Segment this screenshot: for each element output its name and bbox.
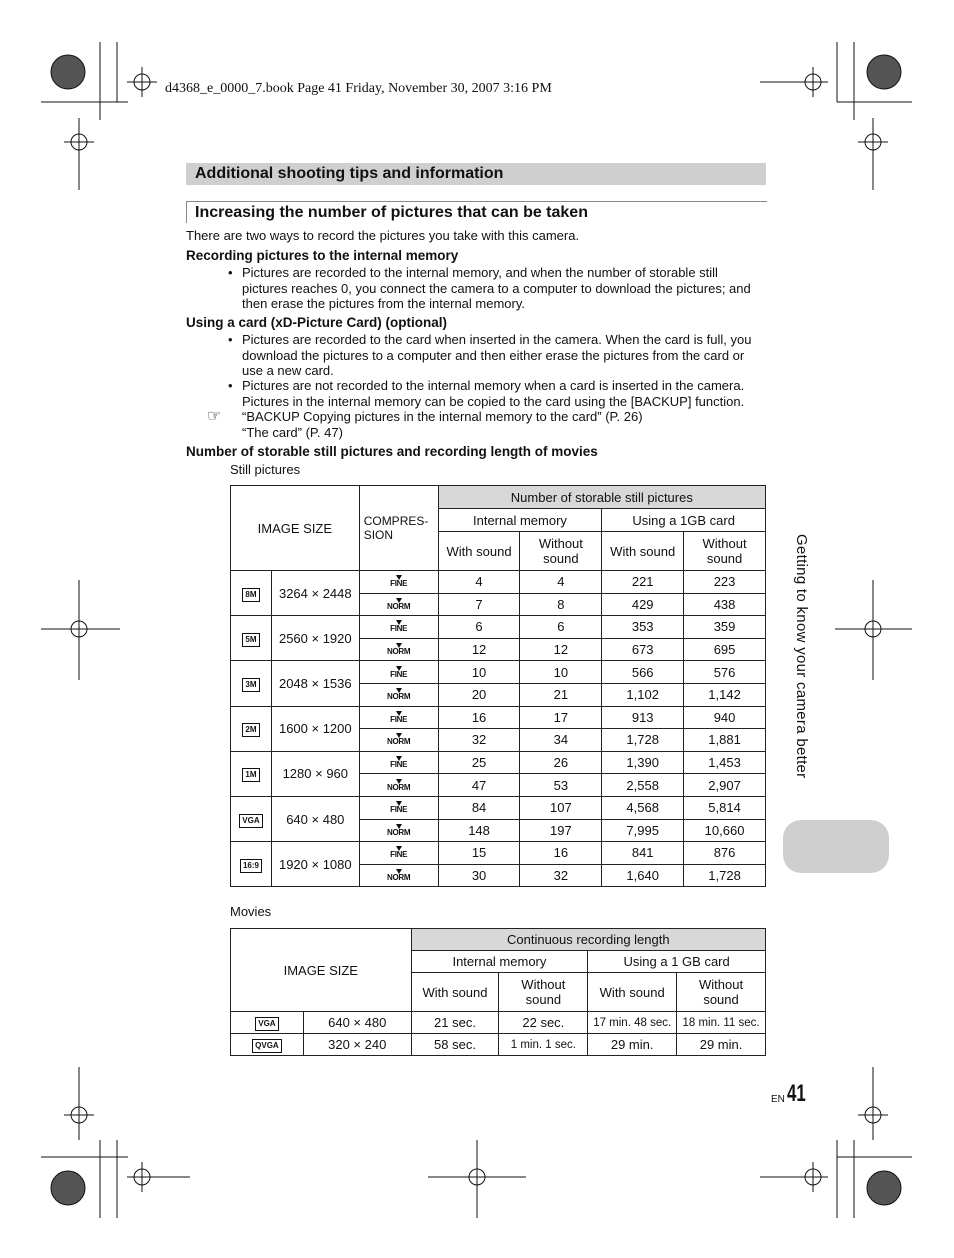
- reference-link: “BACKUP Copying pictures in the internal memory to the card” (P. 26): [242, 409, 643, 424]
- normal-quality-icon: NORM: [387, 869, 410, 882]
- image-size-icon-cell: [231, 751, 272, 796]
- value-cell: 4: [438, 571, 520, 594]
- value-cell: 841: [602, 842, 684, 865]
- compression-cell: [359, 842, 438, 865]
- page-number: 41: [787, 1080, 806, 1107]
- value-cell: 84: [438, 796, 520, 819]
- value-cell: 7,995: [602, 819, 684, 842]
- compression-cell: [359, 751, 438, 774]
- value-cell: 8: [520, 593, 602, 616]
- value-cell: 20: [438, 683, 520, 706]
- value-cell: 7: [438, 593, 520, 616]
- image-size-icon: 8M: [242, 588, 259, 602]
- value-cell: 6: [438, 616, 520, 639]
- value-cell: 29 min.: [677, 1034, 766, 1056]
- value-cell: 4,568: [602, 796, 684, 819]
- value-cell: 29 min.: [588, 1034, 677, 1056]
- value-cell: 15: [438, 842, 520, 865]
- compression-cell: [359, 729, 438, 752]
- image-size-icon-cell: [231, 616, 272, 661]
- value-cell: 17 min. 48 sec.: [588, 1012, 677, 1034]
- value-cell: 107: [520, 796, 602, 819]
- image-size-icon-cell: [231, 1034, 304, 1056]
- image-size-value: 2560 × 1920: [271, 616, 359, 661]
- header-with-sound: With sound: [588, 973, 677, 1012]
- value-cell: 1,102: [602, 683, 684, 706]
- normal-quality-icon: NORM: [387, 733, 410, 746]
- value-cell: 576: [684, 661, 766, 684]
- compression-cell: [359, 819, 438, 842]
- value-cell: 1,881: [684, 729, 766, 752]
- value-cell: 673: [602, 638, 684, 661]
- header-without-sound: Without sound: [677, 973, 766, 1012]
- movie-size-icon: QVGA: [252, 1039, 282, 1053]
- header-with-sound: With sound: [438, 532, 520, 571]
- value-cell: 353: [602, 616, 684, 639]
- image-size-icon-cell: [231, 1012, 304, 1034]
- internal-memory-heading: Recording pictures to the internal memory: [186, 248, 459, 263]
- card-heading: Using a card (xD-Picture Card) (optional): [186, 315, 448, 330]
- fine-quality-icon: FINE: [390, 575, 407, 588]
- normal-quality-icon: NORM: [387, 598, 410, 611]
- image-size-icon: 16:9: [240, 859, 262, 873]
- value-cell: 12: [520, 638, 602, 661]
- value-cell: 12: [438, 638, 520, 661]
- normal-quality-icon: NORM: [387, 824, 410, 837]
- value-cell: 32: [520, 864, 602, 887]
- value-cell: 21: [520, 683, 602, 706]
- header-without-sound: Without sound: [684, 532, 766, 571]
- value-cell: 32: [438, 729, 520, 752]
- image-size-icon-cell: [231, 571, 272, 616]
- compression-cell: [359, 864, 438, 887]
- value-cell: 25: [438, 751, 520, 774]
- chapter-tab-label: Getting to know your camera better: [793, 534, 810, 779]
- value-cell: 4: [520, 571, 602, 594]
- value-cell: 6: [520, 616, 602, 639]
- compression-cell: [359, 683, 438, 706]
- image-size-icon: 3M: [242, 678, 259, 692]
- compression-cell: [359, 593, 438, 616]
- fine-quality-icon: FINE: [390, 711, 407, 724]
- value-cell: 913: [602, 706, 684, 729]
- bullet-item: • Pictures are recorded to the internal memory, and when the number of storable still pictures reaches 0, you connect the camera to a computer to download the pictures; and then erase the pictures from the internal memory.: [228, 265, 751, 311]
- image-size-value: 3264 × 2448: [271, 571, 359, 616]
- table-row: [231, 842, 766, 865]
- storable-heading: Number of storable still pictures and recording length of movies: [186, 444, 598, 459]
- movie-size-icon: VGA: [255, 1017, 278, 1031]
- image-size-value: 1600 × 1200: [271, 706, 359, 751]
- value-cell: 16: [438, 706, 520, 729]
- value-cell: 10: [438, 661, 520, 684]
- table-row: [231, 616, 766, 639]
- image-size-value: 640 × 480: [303, 1012, 411, 1034]
- value-cell: 10,660: [684, 819, 766, 842]
- value-cell: 876: [684, 842, 766, 865]
- value-cell: 359: [684, 616, 766, 639]
- header-internal-memory: Internal memory: [411, 951, 588, 973]
- normal-quality-icon: NORM: [387, 688, 410, 701]
- movies-table: [230, 928, 766, 1056]
- value-cell: 1,390: [602, 751, 684, 774]
- compression-cell: [359, 571, 438, 594]
- table-row: [231, 796, 766, 819]
- value-cell: 1,640: [602, 864, 684, 887]
- table-row: [231, 661, 766, 684]
- compression-cell: [359, 638, 438, 661]
- value-cell: 1,728: [602, 729, 684, 752]
- value-cell: 10: [520, 661, 602, 684]
- table-row: [231, 571, 766, 594]
- value-cell: 58 sec.: [411, 1034, 499, 1056]
- value-cell: 197: [520, 819, 602, 842]
- compression-cell: [359, 661, 438, 684]
- image-size-icon: 1M: [242, 768, 259, 782]
- table-row: [231, 1012, 766, 1034]
- header-recording-length: Continuous recording length: [411, 929, 765, 951]
- value-cell: 429: [602, 593, 684, 616]
- image-size-icon: 5M: [242, 633, 259, 647]
- still-pictures-table: [230, 485, 766, 887]
- value-cell: 438: [684, 593, 766, 616]
- subsection-heading: Increasing the number of pictures that can be taken: [186, 201, 767, 223]
- compression-cell: [359, 796, 438, 819]
- value-cell: 21 sec.: [411, 1012, 499, 1034]
- value-cell: 22 sec.: [499, 1012, 588, 1034]
- value-cell: 148: [438, 819, 520, 842]
- value-cell: 695: [684, 638, 766, 661]
- fine-quality-icon: FINE: [390, 666, 407, 679]
- value-cell: 18 min. 11 sec.: [677, 1012, 766, 1034]
- value-cell: 34: [520, 729, 602, 752]
- table-row: [231, 1034, 766, 1056]
- value-cell: 940: [684, 706, 766, 729]
- image-size-value: 1920 × 1080: [271, 842, 359, 887]
- bullet-item: • Pictures are not recorded to the internal memory when a card is inserted in the camera. Pictures in the internal memory can be copied to the card using the [BACKUP] function.: [228, 378, 745, 409]
- value-cell: 1 min. 1 sec.: [499, 1034, 588, 1056]
- print-header: d4368_e_0000_7.book Page 41 Friday, November 30, 2007 3:16 PM: [165, 81, 552, 96]
- value-cell: 566: [602, 661, 684, 684]
- header-internal-memory: Internal memory: [438, 509, 602, 532]
- image-size-icon-cell: [231, 706, 272, 751]
- value-cell: 221: [602, 571, 684, 594]
- value-cell: 5,814: [684, 796, 766, 819]
- header-with-sound: With sound: [602, 532, 684, 571]
- image-size-icon-cell: [231, 842, 272, 887]
- image-size-icon-cell: [231, 661, 272, 706]
- image-size-value: 640 × 480: [271, 796, 359, 841]
- value-cell: 1,453: [684, 751, 766, 774]
- image-size-value: 320 × 240: [303, 1034, 411, 1056]
- fine-quality-icon: FINE: [390, 756, 407, 769]
- compression-cell: [359, 706, 438, 729]
- value-cell: 17: [520, 706, 602, 729]
- table-row: [231, 706, 766, 729]
- movies-label: Movies: [230, 904, 272, 919]
- fine-quality-icon: FINE: [390, 846, 407, 859]
- table-row: [231, 751, 766, 774]
- header-with-sound: With sound: [411, 973, 499, 1012]
- compression-cell: [359, 616, 438, 639]
- value-cell: 1,142: [684, 683, 766, 706]
- value-cell: 16: [520, 842, 602, 865]
- value-cell: 1,728: [684, 864, 766, 887]
- header-without-sound: Without sound: [499, 973, 588, 1012]
- compression-cell: [359, 774, 438, 797]
- image-size-icon-cell: [231, 796, 272, 841]
- header-without-sound: Without sound: [520, 532, 602, 571]
- normal-quality-icon: NORM: [387, 643, 410, 656]
- reference-icon: ☞: [207, 408, 222, 425]
- image-size-value: 2048 × 1536: [271, 661, 359, 706]
- reference-link: “The card” (P. 47): [242, 425, 343, 440]
- intro-text: There are two ways to record the pictures you take with this camera.: [186, 228, 580, 243]
- value-cell: 2,558: [602, 774, 684, 797]
- header-number-storable: Number of storable still pictures: [438, 486, 765, 509]
- language-code: EN: [771, 1094, 785, 1105]
- image-size-icon: 2M: [242, 723, 259, 737]
- header-image-size: IMAGE SIZE: [231, 929, 412, 1012]
- image-size-value: 1280 × 960: [271, 751, 359, 796]
- value-cell: 2,907: [684, 774, 766, 797]
- value-cell: 53: [520, 774, 602, 797]
- header-compression: COMPRES- SION: [359, 486, 438, 571]
- fine-quality-icon: FINE: [390, 620, 407, 633]
- value-cell: 47: [438, 774, 520, 797]
- value-cell: 223: [684, 571, 766, 594]
- header-1gb-card: Using a 1GB card: [602, 509, 766, 532]
- image-size-icon: VGA: [239, 814, 262, 828]
- bullet-item: • Pictures are recorded to the card when inserted in the camera. When the card is full, you download the pictures to a computer and then either erase the pictures from the card or use a new card.: [228, 332, 752, 378]
- header-image-size: IMAGE SIZE: [231, 486, 360, 571]
- chapter-tab: [783, 820, 889, 873]
- header-1gb-card: Using a 1 GB card: [588, 951, 766, 973]
- normal-quality-icon: NORM: [387, 779, 410, 792]
- value-cell: 30: [438, 864, 520, 887]
- value-cell: 26: [520, 751, 602, 774]
- fine-quality-icon: FINE: [390, 801, 407, 814]
- still-pictures-label: Still pictures: [230, 462, 301, 477]
- section-heading: Additional shooting tips and information: [186, 163, 766, 185]
